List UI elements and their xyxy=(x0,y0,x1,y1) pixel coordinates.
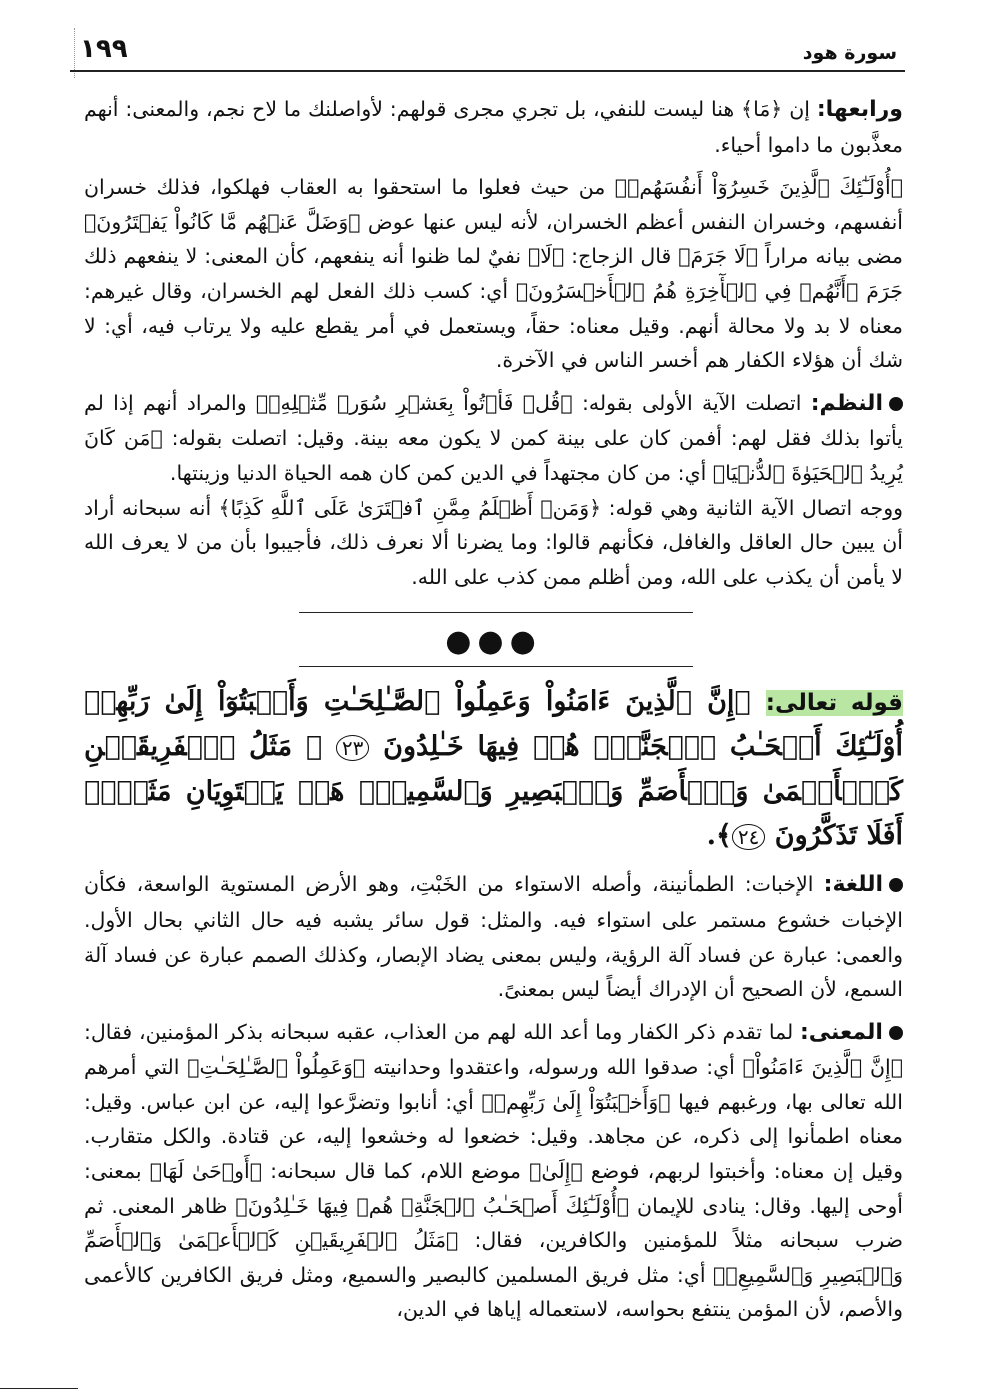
ayah-number: ٢٣ xyxy=(336,735,369,761)
paragraph-text: اتصلت الآية الأولى بقوله: ﴿قُلۡ فَأۡتُواْ بِعَشۡرِ سُوَرٖ مِّثۡلِهِۦ﴾ والمراد أنهم إذا لم يأتوا بذلك فقل لهم: أفمن كان على بينة كمن لا يكون معه بينة. وقيل: اتصلت بقوله: ﴿مَن كَانَ يُرِيدُ ٱلۡحَيَوٰةَ ٱلدُّنۡيَا﴾ أي: من كان مجتهداً في الدين كمن كان همه الحياة الدنيا وزينتها. xyxy=(84,390,903,485)
paragraph-commentary xyxy=(84,170,903,378)
bottom-margin-line xyxy=(0,1388,78,1389)
paragraph-label: اللغة: xyxy=(823,872,883,898)
paragraph-label: ورابعها: xyxy=(816,97,903,122)
ayah-number: ٢٤ xyxy=(732,824,765,850)
paragraph-text: ﴿أُوْلَـٰٓئِكَ ٱلَّذِينَ خَسِرُوٓاْ أَنفُسَهُمۡ﴾ من حيث فعلوا ما استحقوا به العقاب فهلكوا، فذلك خسران أنفسهم، وخسران النفس أعظم الخسران، لأنه ليس عنها عوض ﴿وَضَلَّ عَنۡهُم مَّا كَانُواْ يَفۡتَرُونَ﴾ مضى بيانه مراراً ﴿لَا جَرَمَ﴾ قال الزجاج: ﴿لَا﴾ نفيٌ لما ظنوا أنه ينفعهم، كأن المعنى: لا ينفعهم ذلك جَرَمَ ﴿أَنَّهُمۡ فِي ٱلۡأٓخِرَةِ هُمُ ٱلۡأَخۡسَرُونَ﴾ أي: كسب ذلك الفعل لهم الخسران، وقال غيرهم: معناه لا بد ولا محالة أنهم. وقيل معناه: حقاً، ويستعمل في أمر يقطع عليه ولا يرتاب فيه، أي: لا شك أن هؤلاء الكفار هم أخسر الناس في الآخرة. xyxy=(84,175,903,373)
verse-label: قوله تعالى: xyxy=(765,690,903,717)
paragraph-label: المعنى: xyxy=(799,1019,883,1045)
separator-line xyxy=(299,666,693,667)
paragraph-connection xyxy=(84,491,903,595)
paragraph-label: النظم: xyxy=(810,390,883,416)
paragraph-text: لما تقدم ذكر الكفار وما أعد الله لهم من العذاب، عقبه سبحانه بذكر المؤمنين، فقال: ﴿إِنَّ ٱلَّذِينَ ءَامَنُواْ﴾ أي: صدقوا الله ورسوله، واعتقدوا وحدانيته ﴿وَعَمِلُواْ ٱلصَّـٰلِحَـٰتِ﴾ التي أمرهم الله تعالى بها، ورغبهم فيها ﴿وَأَخۡبَتُوٓاْ إِلَىٰ رَبِّهِمۡ﴾ أي: أنابوا وتضرَّعوا إليه، عن ابن عباس. وقيل: معناه اطمأنوا إلى ذكره، عن مجاهد. وقيل: خضعوا له وخشعوا إليه، عن قتادة. والكل متقارب. وقيل إن معناه: وأخبتوا لربهم، فوضع ﴿إِلَىٰ﴾ موضع اللام، كما قال سبحانه: ﴿أَوۡحَىٰ لَهَا﴾ بمعنى: أوحى إليها. وقال: ينادى للإيمان ﴿أُوْلَـٰٓئِكَ أَصۡحَـٰبُ ٱلۡجَنَّةِۖ هُمۡ فِيهَا خَـٰلِدُونَ﴾ ظاهر المعنى. ثم ضرب سبحانه مثلاً للمؤمنين والكافرين، فقال: ﴿مَثَلُ ٱلۡفَرِيقَيۡنِ كَٱلۡأَعۡمَىٰ وَٱلۡأَصَمِّ وَٱلۡبَصِيرِ وَٱلسَّمِيعِۚ﴾ أي: مثل فريق المسلمين كالبصير والسميع، ومثل فريق الكافرين كالأعمى والأصم، لأن المؤمن ينتفع بحواسه، لاستعماله إياها في الدين، xyxy=(84,1019,903,1322)
section-separator xyxy=(84,594,903,680)
paragraph-nazm xyxy=(84,386,903,491)
separator-line xyxy=(299,612,693,613)
header-rule xyxy=(70,70,905,72)
page-header xyxy=(70,28,905,72)
paragraph-text: إن ﴿مَا﴾ هنا ليست للنفي، بل تجري مجرى قولهم: لأواصلنك ما لاح نجم، والمعنى: أنهم معذَّبون ما داموا أحياء. xyxy=(84,97,903,157)
verse-text: ﴿إِنَّ ٱلَّذِينَ ءَامَنُواْ وَعَمِلُواْ ٱلصَّـٰلِحَـٰتِ وَأَخۡبَتُوٓاْ إِلَىٰ رَبِّهِمۡ أُوْلَـٰٓئِكَ أَصۡحَـٰبُ ٱلۡجَنَّةِۖ هُمۡ فِيهَا خَـٰلِدُونَ xyxy=(84,686,903,763)
paragraph-maana xyxy=(84,1015,903,1327)
paragraph-text: الإخبات: الطمأنينة، وأصله الاستواء من الخَبْتِ، وهو الأرض المستوية الواسعة، فكأن الإخبات خشوع مستمر على استواء فيه. والمثل: قول سائر يشبه فيه حال الثاني بحال الأول. والعمى: عبارة عن فساد آلة الرؤية، وليس بمعنى يضاد الإبصار، وكذلك الصمم عبارة عن فساد آلة السمع، لأن الصحيح أن الإدراك أيضاً ليس بمعنىً. xyxy=(84,872,903,1002)
paragraph-lugha xyxy=(84,867,903,1006)
verse-text: ۞ مَثَلُ ٱلۡفَرِيقَيۡنِ كَٱلۡأَعۡمَىٰ وَٱلۡأَصَمِّ وَٱلۡبَصِيرِ وَٱلسَّمِيعِۚ هَلۡ يَسۡتَوِيَانِ مَثَلًاۚ أَفَلَا تَذَكَّرُونَ xyxy=(84,731,903,852)
paragraph-text: ووجه اتصال الآية الثانية وهي قوله: ﴿وَمَنۡ أَظۡلَمُ مِمَّنِ ٱفۡتَرَىٰ عَلَى ٱللَّهِ كَذِبًا﴾ أنه سبحانه أراد أن يبين حال العاقل والغافل، فكأنهم قالوا: وما يضرنا ألا نعرف ذلك، فأجيبوا بأن من لا يعرف الله لا يأمن أن يكذب على الله، ومن أظلم ممن كذب على الله. xyxy=(84,495,903,589)
bullet-icon xyxy=(889,397,903,411)
bullet-icon xyxy=(889,878,903,892)
page-body xyxy=(84,92,903,1327)
page-number: ١٩٩ xyxy=(80,34,128,64)
verse-close: ﴾. xyxy=(706,820,732,852)
paragraph-fourth xyxy=(84,92,903,162)
quran-verse xyxy=(84,680,903,859)
surah-title: سورة هود xyxy=(802,42,897,64)
bullet-icon xyxy=(889,1026,903,1040)
separator-dots: ●●● xyxy=(445,624,542,660)
